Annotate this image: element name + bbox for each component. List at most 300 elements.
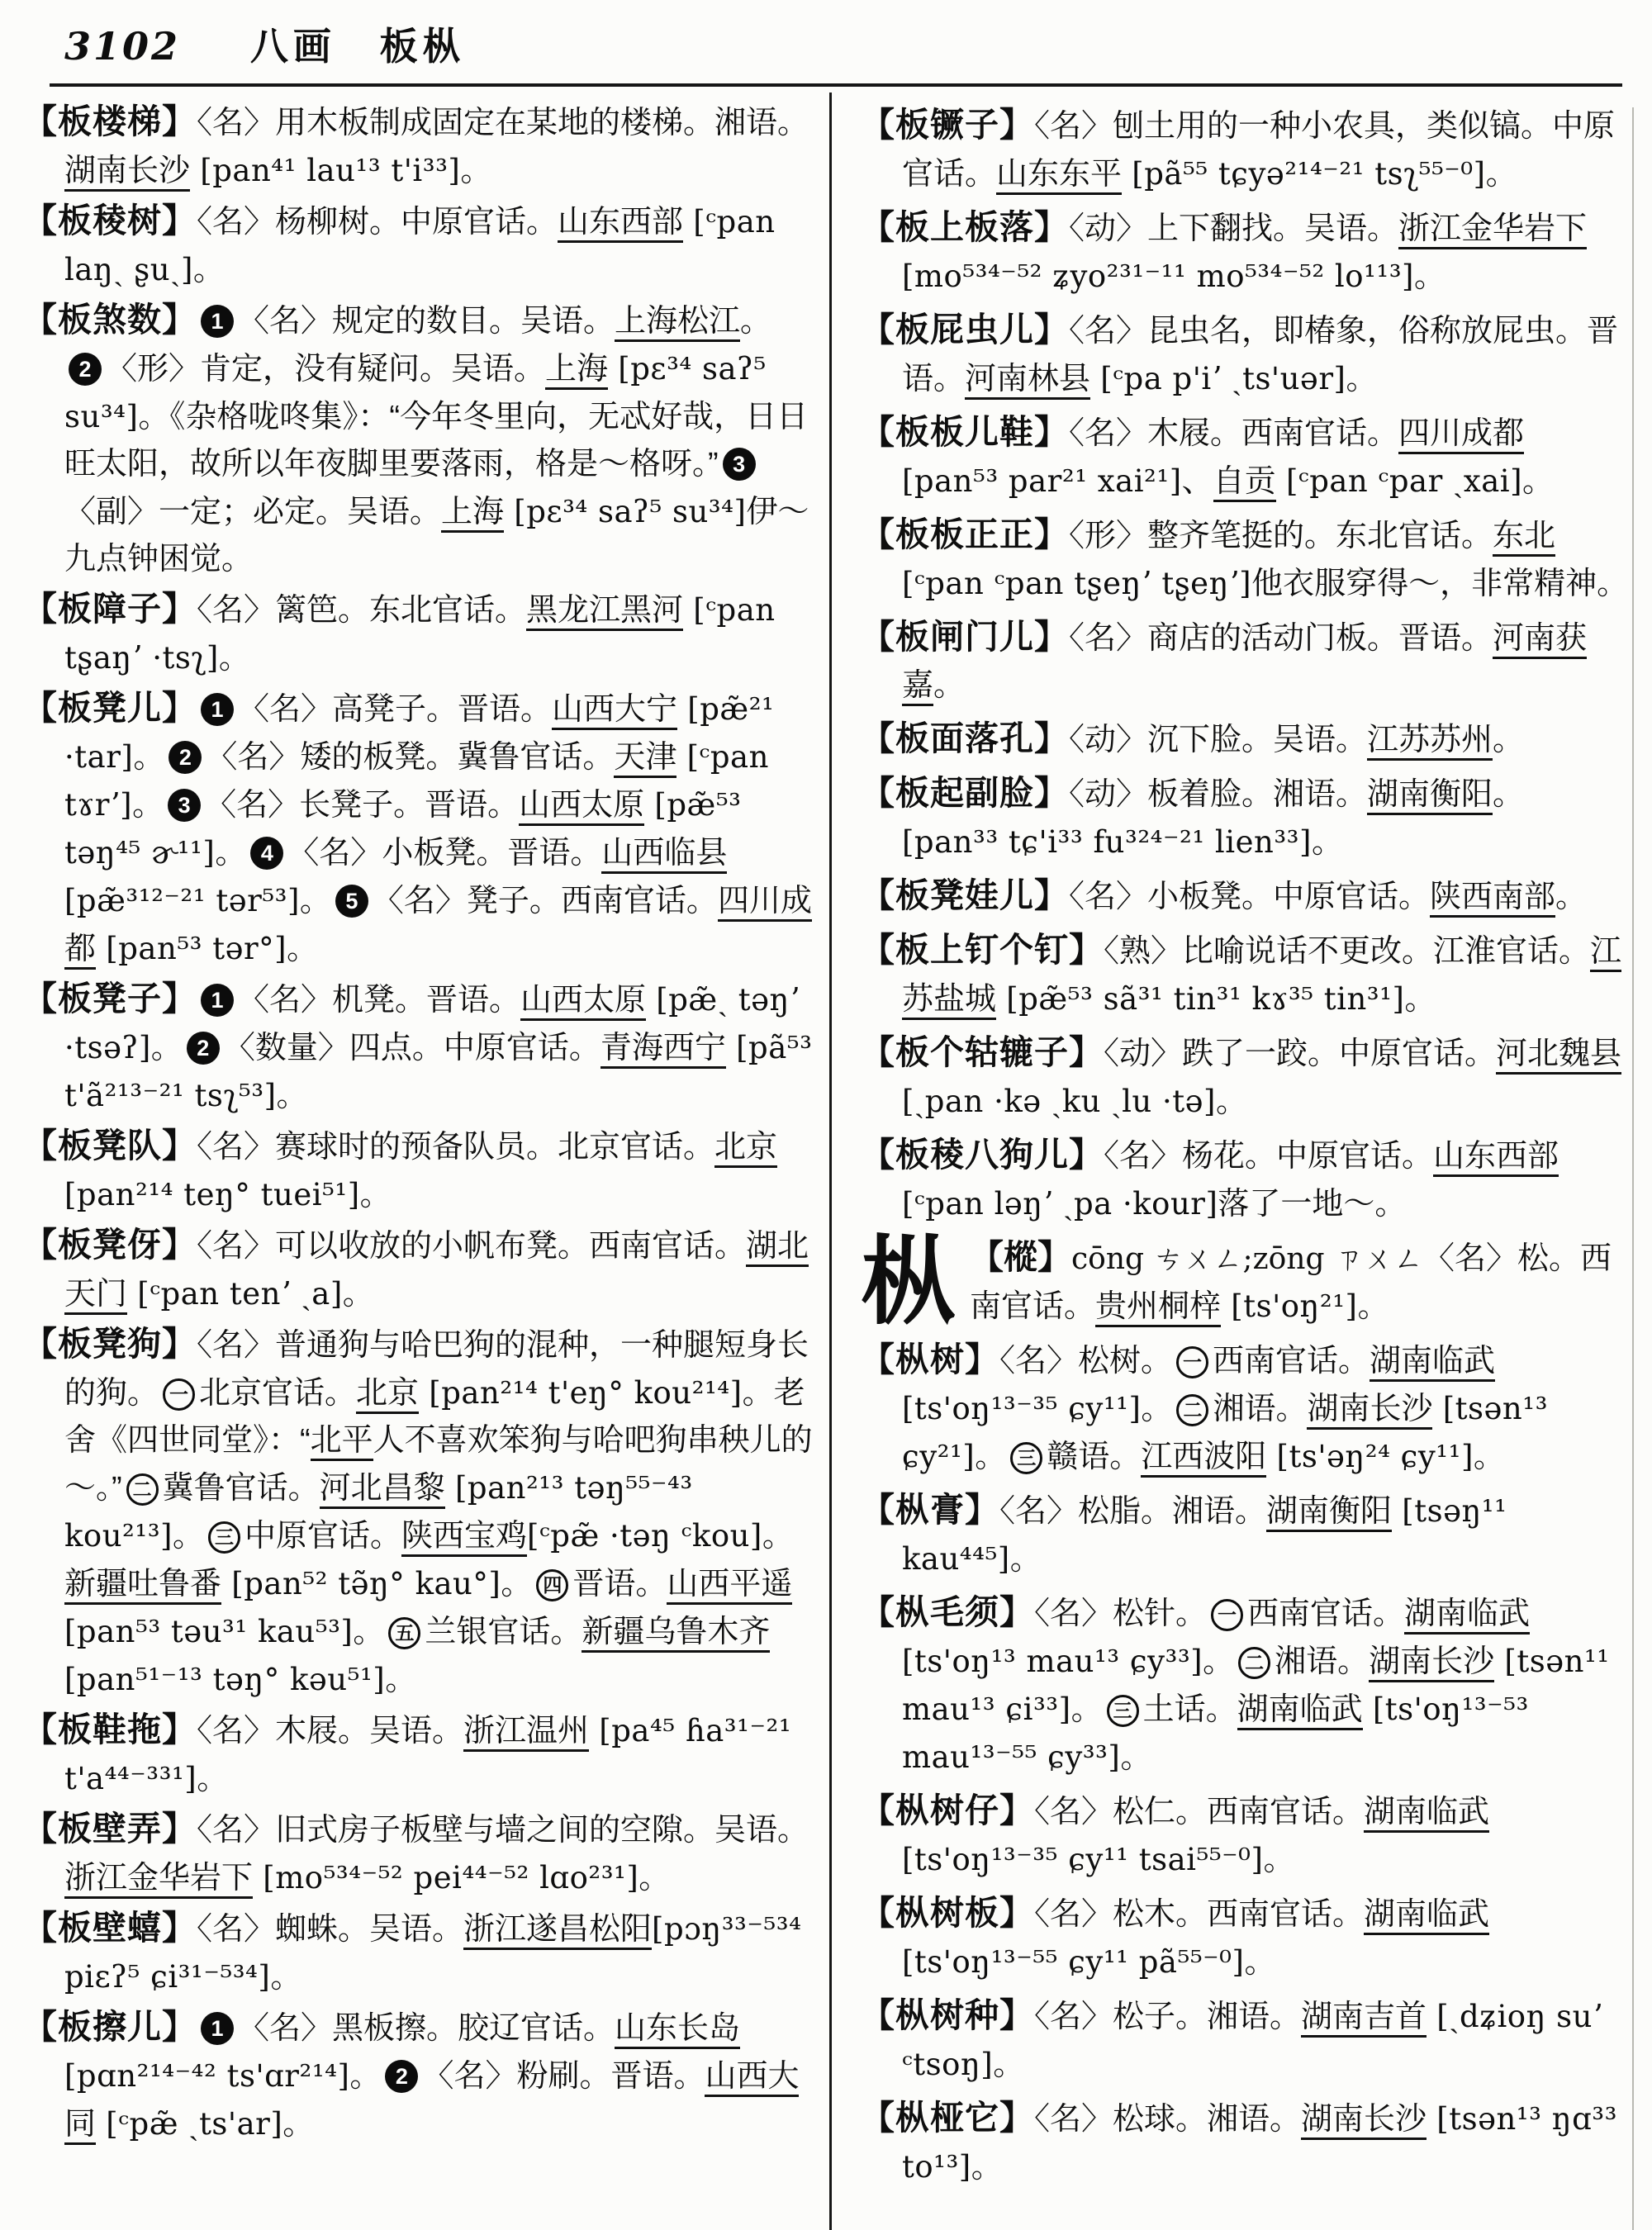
dict-entry [861, 1787, 1629, 1884]
definition-text: 〈名〉木屐。吴语。 [197, 1714, 464, 1748]
definition-text: 。 [1244, 1945, 1276, 1980]
definition-text: 。 [132, 788, 164, 823]
ipa-transcription: [pã⁵⁵ tɕyə²¹⁴⁻²¹ tsʅ⁵⁵⁻⁰] [1122, 156, 1486, 192]
place-name: 湖南临武 [1364, 1897, 1489, 1935]
ipa-transcription: [pan³³ tɕ'i³³ fu³²⁴⁻²¹ lien³³] [902, 824, 1312, 860]
headword: 【板面落孔】 [861, 719, 1069, 757]
stroke-section-label: 八画 [249, 25, 336, 68]
dict-entry [861, 1890, 1629, 1986]
traditional-form: 【樅】 [970, 1238, 1071, 1276]
sense-number-icon: 4 [250, 837, 283, 870]
definition-text: 〈名〉木屐。西南官话。 [1069, 416, 1399, 451]
headword: 【板壁弄】 [23, 1810, 197, 1848]
ipa-transcription: [ᶜpan tenʼ ˏa] [127, 1276, 343, 1312]
definition-text: 。 [1357, 1289, 1389, 1324]
definition-text: 。 [270, 1960, 302, 1995]
dict-entry [23, 297, 813, 583]
sense-number-icon: 1 [201, 305, 234, 338]
place-name: 湖北天门 [64, 1229, 809, 1315]
headword: 【板壁蟢】 [23, 1909, 197, 1947]
right-column [861, 96, 1629, 2197]
headword: 【板起副脸】 [861, 774, 1069, 812]
definition-text: 〈副〉一定；必定。吴语。 [64, 495, 442, 529]
headword: 【板屁虫儿】 [861, 311, 1069, 349]
headword: 【板上钉个钉】 [861, 931, 1104, 969]
definition-text: 〈名〉杨花。中原官话。 [1104, 1139, 1434, 1174]
definition-text: 〈名〉松木。西南官话。 [1034, 1897, 1365, 1932]
ipa-transcription: [pan⁵³ təu³¹ kau⁵³] [64, 1614, 354, 1649]
definition-text: 〈名〉松仁。西南官话。 [1034, 1795, 1365, 1829]
ipa-transcription: [ts'oŋ¹³⁻⁵⁵ ɕy¹¹ pã⁵⁵⁻⁰] [902, 1944, 1245, 1980]
definition-text: 。《杂格咙咚集》：“今年冬里向，无忒好哉，日日旺太阳，故所以年夜脚里要落雨，格是～格呀。” [64, 400, 809, 482]
sense-number-icon: 3 [723, 448, 756, 481]
place-name: 贵州桐梓 [1095, 1289, 1221, 1327]
ipa-transcription: [ᶜpæ̃ ·təŋ ᶜkou] [527, 1518, 762, 1554]
ipa-transcription: [ᶜpan tʂaŋʼ ·tsʅ] [64, 592, 776, 676]
place-name: 江苏盐城 [902, 934, 1621, 1020]
definition-text: 。 [276, 1079, 308, 1113]
definition-text: 。 [192, 253, 225, 287]
headword: 【枞膏】 [861, 1491, 999, 1529]
dict-entry [23, 975, 813, 1120]
place-name: 自贡 [1213, 464, 1276, 502]
definition-text: 〈动〉板着脸。湘语。 [1069, 777, 1368, 812]
definition-text: 〈名〉粉刷。晋语。 [422, 2059, 705, 2094]
definition-text: 落了一地～。 [1218, 1187, 1407, 1222]
ipa-transcription: [ᶜpan ləŋʼ ˏpa ·kour] [902, 1186, 1218, 1222]
sense-number-icon: 5 [335, 885, 368, 918]
place-name: 湖南临武 [1364, 1795, 1489, 1833]
definition-text: 。 [460, 154, 492, 188]
definition-text: 人不喜欢笨狗与哈吧狗串秧儿的～。” [64, 1423, 813, 1506]
dict-entry [861, 102, 1629, 198]
definition-text: 。 [1263, 1843, 1295, 1877]
definition-text: 〈名〉矮的板凳。冀鲁官话。 [206, 740, 615, 775]
ipa-transcription: [ᶜpæ̃ ˏts'ar] [96, 2106, 283, 2142]
page-number: 3102 [64, 24, 181, 69]
header-rule [50, 83, 1622, 87]
definition-text: 〈熟〉比喻说话不更改。江淮官话。 [1104, 934, 1591, 969]
ipa-transcription: [ᶜpan ᶜpan tʂeŋʼ tʂeŋʼ] [902, 566, 1252, 601]
place-name: 山西大同 [64, 2059, 799, 2145]
headword: 【板凳子】 [23, 980, 197, 1018]
definition-text: 。 [638, 1861, 671, 1896]
ipa-transcription: [pɔŋ³³⁻⁵³⁴ piɛʔ⁵ ɕi³¹⁻⁵³⁴] [64, 1911, 802, 1995]
place-name: 上海松江 [615, 304, 740, 342]
ipa-transcription: [pɑn²¹⁴⁻⁴² ts'ɑr²¹⁴] [64, 2058, 350, 2094]
dict-entry [861, 614, 1629, 709]
dict-entry [861, 409, 1629, 505]
dict-entry [861, 1992, 1629, 2089]
definition-text: 。 [933, 668, 966, 703]
dict-entry [23, 1222, 813, 1318]
definition-text: 。 [353, 1615, 385, 1649]
dict-entry [23, 98, 813, 195]
place-name: 陕西宝鸡 [401, 1519, 527, 1557]
place-name: 浙江金华岩下 [64, 1861, 253, 1899]
headword: 【板鞋拖】 [23, 1710, 197, 1748]
dict-entry [23, 2004, 813, 2148]
place-name: 天津 [614, 740, 676, 778]
definition-text: 。 [1485, 157, 1517, 192]
headword: 【板稜树】 [23, 202, 197, 240]
definition-text: 。 [218, 641, 250, 676]
place-name: 上海 [441, 495, 504, 533]
definition-text: 土话。 [1142, 1692, 1237, 1727]
ipa-transcription: [pan⁵¹⁻¹³ təŋ° kəu⁵¹] [64, 1662, 386, 1697]
subsense-number-icon: 二 [1238, 1647, 1270, 1679]
subsense-number-icon: 一 [1176, 1346, 1208, 1378]
headword: 【枞树种】 [861, 1996, 1034, 2034]
dict-entry [861, 927, 1629, 1023]
ipa-transcription: [ts'oŋ¹³⁻³⁵ ɕy¹¹ tsai⁵⁵⁻⁰] [902, 1842, 1264, 1877]
ipa-transcription: [ˏdʑioŋ suʼ ᶜtsoŋ] [902, 1999, 1603, 2082]
page-edge-line [1632, 107, 1634, 2230]
dict-entry [23, 1321, 813, 1704]
definition-text: 。 [1473, 1440, 1505, 1474]
definition-text: 〈数量〉四点。中原官话。 [223, 1031, 601, 1065]
ipa-transcription: [ts'oŋ¹³ mau¹³ ɕy³³] [902, 1644, 1203, 1679]
place-name: 山东东平 [996, 157, 1122, 195]
place-name: 河北昌黎 [320, 1471, 445, 1509]
ipa-transcription: [ts'oŋ¹³⁻³⁵ ɕy¹¹] [902, 1391, 1142, 1426]
definition-text: 〈名〉松树。 [999, 1344, 1173, 1378]
headword: 【板凳娃儿】 [861, 876, 1069, 914]
definition-text: 。 [1203, 1644, 1235, 1679]
place-name: 新疆吐鲁番 [64, 1567, 221, 1605]
place-name: 湖南衡阳 [1367, 777, 1493, 815]
page-header [64, 17, 466, 71]
dict-entry [861, 1228, 1629, 1336]
definition-text: 。 [501, 1567, 533, 1601]
definition-text: 赣语。 [1047, 1440, 1142, 1474]
definition-text: 。 [197, 1762, 229, 1796]
place-name: 山西太原 [519, 788, 644, 826]
definition-text: 。 [282, 2107, 315, 2142]
place-name: 湖南长沙 [1301, 2102, 1427, 2140]
ipa-transcription: [pæ̃²¹ ·tar] [64, 691, 775, 775]
ipa-transcription: [pan⁵² tə̃ŋ° kau°] [221, 1566, 501, 1601]
place-name: 东北 [1493, 519, 1555, 557]
place-name: 湖南长沙 [64, 154, 190, 192]
headword: 【板板儿鞋】 [861, 413, 1069, 451]
definition-text: 。 [993, 2047, 1025, 2082]
dict-entry [861, 1029, 1629, 1126]
definition-text: 伊～九点钟困觉。 [64, 495, 809, 576]
subsense-number-icon: 一 [1211, 1599, 1243, 1631]
place-name: 江苏苏州 [1367, 723, 1493, 761]
definition-text: 〈名〉小板凳。中原官话。 [1069, 880, 1431, 914]
definition-text: 〈名〉普通狗与哈巴狗的混种，一种腿短身长的狗。 [64, 1328, 809, 1411]
ipa-transcription: [mo⁵³⁴⁻⁵² pei⁴⁴⁻⁵² lɑo²³¹] [253, 1860, 639, 1896]
place-name: 湖南长沙 [1307, 1392, 1432, 1430]
dict-entry [861, 1589, 1629, 1782]
definition-text: 冀鲁官话。 [162, 1471, 320, 1506]
definition-text: 。 [1346, 362, 1378, 396]
ipa-transcription: [pã⁵³ t'ã²¹³⁻²¹ tsʅ⁵³] [64, 1030, 813, 1113]
ipa-transcription: [ᶜpa p'iʼ ˏts'uər] [1090, 361, 1346, 396]
place-name: 山西临县 [601, 836, 727, 874]
place-name: 湖南吉首 [1301, 2000, 1427, 2038]
definition-text: 〈名〉长凳子。晋语。 [205, 788, 520, 823]
headword: 【板板正正】 [861, 515, 1069, 553]
place-name: 湖南临武 [1370, 1344, 1495, 1382]
headword: 【板闸门儿】 [861, 618, 1069, 656]
sense-number-icon: 1 [201, 2012, 234, 2045]
definition-text: 。 [1070, 1692, 1103, 1727]
column-divider [829, 93, 832, 2230]
subsense-number-icon: 三 [1107, 1695, 1139, 1727]
definition-text: 〈名〉松。西南官话。 [970, 1241, 1612, 1324]
ipa-transcription: [pan⁴¹ lau¹³ t'i³³] [190, 153, 461, 188]
dict-entry [861, 872, 1629, 921]
ipa-transcription: [pan⁵³ tər°] [96, 931, 287, 966]
dict-entry [861, 1132, 1629, 1228]
ipa-transcription: [pæ̃ˎ təŋʼ ·tsəʔ] [64, 982, 800, 1065]
dict-entry [23, 586, 813, 682]
definition-text: 〈名〉松脂。湘语。 [999, 1494, 1267, 1529]
headword: 【板凳伢】 [23, 1226, 197, 1264]
definition-text: 。 [1404, 982, 1436, 1017]
definition-text: 〈名〉赛球时的预备队员。北京官话。 [197, 1130, 715, 1165]
definition-text: 〈形〉肯定，没有疑问。吴语。 [106, 352, 546, 387]
definition-text: 〈动〉上下翻找。吴语。 [1069, 211, 1399, 246]
dict-entry [23, 685, 813, 973]
headword: 【板个轱辘子】 [861, 1033, 1104, 1071]
sense-number-icon: 2 [187, 1032, 220, 1065]
place-name: 河南林县 [965, 362, 1090, 400]
definition-text: 。老舍《四世同堂》：“ [64, 1376, 805, 1458]
definition-text: 。 [1009, 1542, 1042, 1577]
ipa-transcription: [tsəŋ¹¹ kau⁴⁴⁵] [902, 1493, 1507, 1577]
definition-text: 〈名〉用木板制成固定在某地的楼梯。湘语。 [197, 106, 809, 140]
definition-text: 〈名〉蜘蛛。吴语。 [197, 1912, 464, 1947]
place-name: 山东西部 [558, 205, 683, 243]
ipa-transcription: [ᶜpan laŋˎ ʂuˎ] [64, 204, 776, 287]
headword: 【枞树板】 [861, 1894, 1034, 1932]
place-name: 河南获嘉 [902, 621, 1587, 706]
definition-text: 。 [1141, 1392, 1173, 1426]
place-name: 北京 [714, 1130, 777, 1168]
sense-number-icon: 1 [201, 984, 234, 1017]
definition-text: 湘语。 [1213, 1392, 1308, 1426]
definition-text: 。 [1555, 880, 1588, 914]
place-name: 新疆乌鲁木齐 [582, 1615, 770, 1653]
definition-text: 。 [975, 1440, 1007, 1474]
place-name: 山西太原 [520, 983, 646, 1021]
ipa-transcription: [tsən¹³ ɕy²¹] [902, 1391, 1548, 1474]
place-name: 四川成都 [1398, 416, 1524, 454]
definition-text: 。 [971, 2150, 1003, 2185]
ipa-transcription: [pæ̃⁵³ təŋ⁴⁵ ɚ¹¹] [64, 787, 742, 871]
ipa-transcription: [pæ̃⁵³ sã³¹ tin³¹ kɤ³⁵ tin³¹] [996, 981, 1405, 1017]
definition-text: 〈名〉刨土用的一种小农具，类似镐。中原官话。 [902, 109, 1616, 192]
definition-text: 〈名〉篱笆。东北官话。 [197, 593, 527, 628]
place-name: 浙江金华岩下 [1398, 211, 1587, 249]
ipa-transcription: [pæ̃³¹²⁻²¹ tər⁵³] [64, 883, 300, 918]
pinyin-reading: cōng ㄘㄨㄥ;zōng ㄗㄨㄥ [1071, 1242, 1423, 1276]
place-name: 湖南衡阳 [1266, 1494, 1392, 1532]
ipa-transcription: [ts'əŋ²⁴ ɕy¹¹] [1266, 1439, 1474, 1474]
place-name: 河北魏县 [1496, 1037, 1621, 1075]
headword: 【枞树】 [861, 1340, 999, 1378]
dict-entry [861, 511, 1629, 608]
ipa-transcription: [ts'oŋ²¹] [1221, 1288, 1358, 1324]
place-name: 山东长岛 [615, 2011, 740, 2049]
subsense-number-icon: 二 [1176, 1394, 1208, 1426]
sense-number-icon: 2 [385, 2060, 418, 2093]
place-name: 山东西部 [1433, 1139, 1559, 1177]
subsense-number-icon: 三 [208, 1521, 240, 1554]
subsense-number-icon: 一 [163, 1378, 195, 1411]
dict-entry [861, 715, 1629, 764]
definition-text: 中原官话。 [244, 1519, 401, 1554]
ipa-transcription: [pan²¹³ təŋ⁵⁵⁻⁴³ kou²¹³] [64, 1470, 693, 1554]
definition-text: 〈名〉机凳。晋语。 [238, 983, 521, 1018]
headword: 【板镢子】 [861, 106, 1034, 144]
guide-words: 板枞 [379, 25, 466, 68]
dict-entry [861, 1487, 1629, 1583]
place-name: 上海 [545, 352, 608, 390]
head-character: 枞 [861, 1228, 957, 1336]
place-name: 陕西南部 [1430, 880, 1555, 918]
ipa-transcription: [mo⁵³⁴⁻⁵² ʑyo²³¹⁻¹¹ mo⁵³⁴⁻⁵² lo¹¹³] [902, 259, 1414, 294]
headword: 【板上板落】 [861, 208, 1069, 246]
definition-text: 〈名〉可以收放的小帆布凳。西南官话。 [197, 1229, 747, 1264]
dict-entry [23, 1122, 813, 1219]
definition-text: 湘语。 [1275, 1644, 1370, 1679]
place-name: 浙江温州 [463, 1714, 589, 1752]
definition-text: 北京官话。 [199, 1376, 357, 1411]
definition-text: 、 [1181, 464, 1213, 499]
definition-text: 西南官话。 [1247, 1597, 1405, 1631]
definition-text: 〈名〉旧式房子板壁与墙之间的空隙。吴语。 [197, 1813, 809, 1848]
definition-text: 〈动〉跌了一跤。中原官话。 [1104, 1037, 1497, 1071]
ipa-transcription: [ᶜpan tɤrʼ] [64, 739, 769, 823]
sense-number-icon: 3 [168, 789, 201, 822]
definition-text: 〈名〉松针。 [1034, 1597, 1208, 1631]
definition-text: 。 [740, 304, 772, 339]
dict-entry [861, 2095, 1629, 2191]
definition-text: 。 [1413, 259, 1446, 294]
definition-text: 〈形〉整齐笔挺的。东北官话。 [1069, 519, 1493, 553]
dict-entry [23, 197, 813, 294]
definition-text: 。 [215, 836, 247, 871]
definition-text: 。 [133, 740, 165, 775]
definition-text: 西南官话。 [1213, 1344, 1370, 1378]
definition-text: 。 [1493, 723, 1525, 757]
ipa-transcription: [pan²¹⁴ teŋ° tuei⁵¹] [64, 1177, 360, 1212]
definition-text: 。 [1493, 777, 1525, 812]
headword: 【板稜八狗儿】 [861, 1136, 1104, 1174]
place-name: 湖南长沙 [1369, 1644, 1494, 1682]
definition-text: 〈名〉杨柳树。中原官话。 [197, 205, 558, 240]
definition-text: 。 [342, 1277, 374, 1312]
dict-entry [861, 204, 1629, 301]
dict-entry [861, 1336, 1629, 1481]
headword: 【板障子】 [23, 590, 197, 628]
headword: 【枞树仔】 [861, 1791, 1034, 1829]
definition-text: 。 [287, 932, 319, 966]
dict-entry [23, 1805, 813, 1902]
ipa-transcription: [pan²¹⁴ t'eŋ° kou²¹⁴] [419, 1375, 743, 1411]
definition-text: 〈动〉沉下脸。吴语。 [1069, 723, 1368, 757]
headword: 【板凳队】 [23, 1127, 197, 1165]
definition-text: 〈名〉昆虫名，即椿象，俗称放屁虫。晋语。 [902, 314, 1619, 396]
definition-text: 〈名〉高凳子。晋语。 [238, 692, 553, 727]
definition-text: 〈名〉规定的数目。吴语。 [238, 304, 615, 339]
definition-text: 。 [1120, 1740, 1152, 1775]
definition-text: 晋语。 [572, 1567, 667, 1601]
definition-text: 。 [385, 1663, 417, 1697]
definition-text: 。 [1311, 825, 1343, 860]
subsense-number-icon: 二 [126, 1473, 159, 1506]
definition-text: 。 [172, 1519, 204, 1554]
definition-text: 。 [1215, 1084, 1247, 1119]
place-name: 浙江遂昌松阳 [463, 1912, 652, 1950]
sense-number-icon: 2 [69, 353, 102, 386]
subsense-number-icon: 三 [1010, 1442, 1042, 1474]
definition-text: 。 [762, 1519, 794, 1554]
place-name: 山西大宁 [552, 692, 677, 730]
left-column [23, 96, 813, 2151]
ipa-transcription: [tsən¹¹ mau¹³ ɕi³³] [902, 1644, 1610, 1727]
definition-text: 。 [150, 1031, 183, 1065]
place-name: 北京 [356, 1376, 419, 1414]
place-name: 湖南临武 [1237, 1692, 1363, 1730]
definition-text: 〈名〉黑板擦。胶辽官话。 [238, 2011, 615, 2046]
definition-text: 。 [359, 1178, 392, 1212]
sense-number-icon: 1 [201, 693, 234, 726]
place-name: 黑龙江黑河 [526, 593, 683, 631]
definition-text: 。 [299, 884, 331, 918]
subsense-number-icon: 四 [536, 1569, 568, 1601]
ipa-transcription: [pan⁵³ par²¹ xai²¹] [902, 463, 1182, 499]
ipa-transcription: [pa⁴⁵ ɦa³¹⁻²¹ t'a⁴⁴⁻³³¹] [64, 1713, 792, 1796]
subsense-number-icon: 五 [388, 1617, 420, 1649]
definition-text: 〈名〉松球。湘语。 [1034, 2102, 1302, 2137]
definition-text: 。 [1522, 464, 1555, 499]
definition-text: 〈名〉小板凳。晋语。 [287, 836, 602, 871]
sense-number-icon: 2 [169, 741, 202, 774]
ipa-transcription: [ts'oŋ¹³⁻⁵³ mau¹³⁻⁵⁵ ɕy³³] [902, 1691, 1529, 1775]
definition-text: 他衣服穿得～，非常精神。 [1251, 567, 1629, 601]
place-name: 北平 [311, 1423, 373, 1461]
definition-text: 〈名〉商店的活动门板。晋语。 [1069, 621, 1493, 656]
headword: 【枞桠它】 [861, 2099, 1034, 2137]
place-name: 湖南临武 [1404, 1597, 1530, 1635]
headword: 【板凳狗】 [23, 1325, 197, 1363]
definition-text: 兰银官话。 [425, 1615, 582, 1649]
ipa-transcription: [pɛ³⁴ saʔ⁵ su³⁴] [64, 351, 767, 434]
headword: 【板擦儿】 [23, 2008, 197, 2046]
definition-text: 〈名〉凳子。西南官话。 [372, 884, 718, 918]
place-name: 江西波阳 [1141, 1440, 1266, 1478]
dict-entry [861, 770, 1629, 866]
definition-text: 。 [349, 2059, 382, 2094]
headword: 【枞毛须】 [861, 1593, 1034, 1631]
headword: 【板楼梯】 [23, 102, 197, 140]
ipa-transcription: [tsən¹³ ŋɑ³³ to¹³] [902, 2101, 1617, 2185]
place-name: 青海西宁 [601, 1031, 726, 1069]
dict-entry [23, 1706, 813, 1803]
dict-entry [861, 306, 1629, 403]
place-name: 山西平遥 [667, 1567, 792, 1605]
headword: 【板凳儿】 [23, 689, 197, 727]
dict-entry [23, 1905, 813, 2001]
ipa-transcription: [pɛ³⁴ saʔ⁵ su³⁴] [504, 494, 747, 529]
headword: 【板煞数】 [23, 301, 197, 339]
